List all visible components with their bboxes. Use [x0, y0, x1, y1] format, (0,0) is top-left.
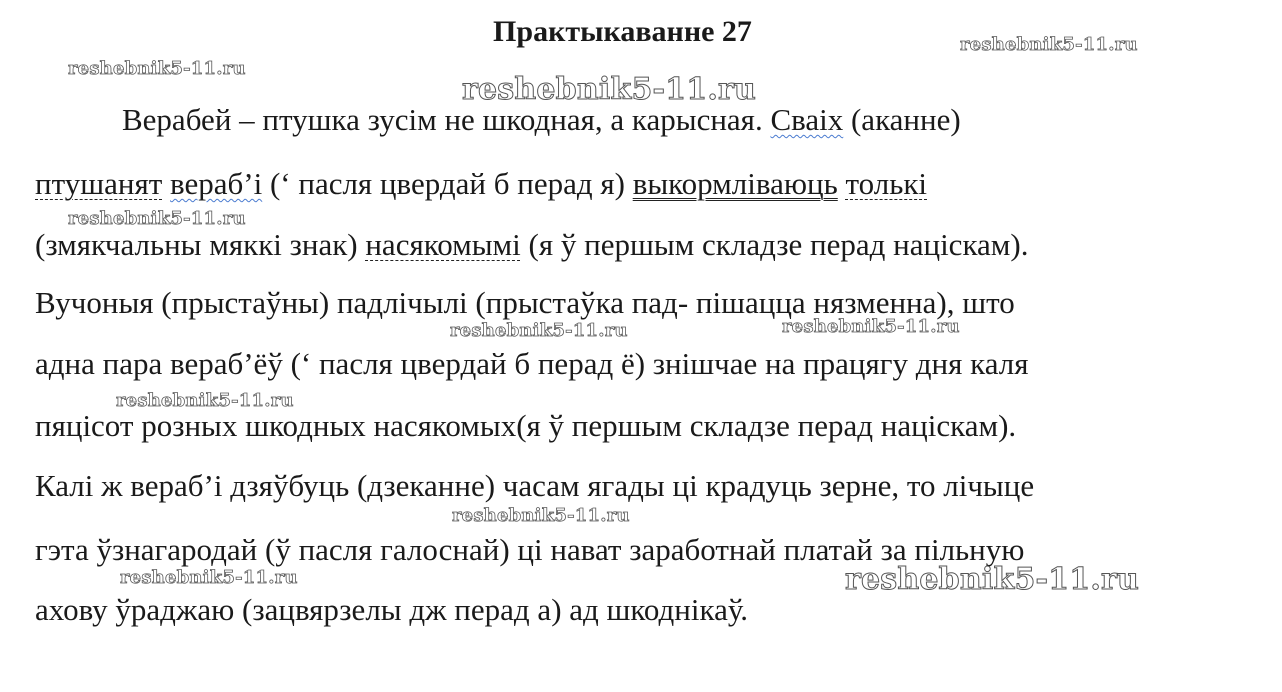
line-3-part-a: (змякчальны мяккі знак) — [35, 227, 366, 262]
line-1-part-c: (аканне) — [843, 102, 961, 137]
text-line-9: ахову ўраджаю (зацвярзелы дж перад а) ад шкоднікаў. — [35, 592, 748, 627]
text-line-3 — [35, 225, 1028, 265]
word-ptushaniat: птушанят — [35, 166, 163, 201]
text-line-5: адна пара вераб’ёў (‘ пасля цвердай б перад ё) знішчае на працягу дня каля — [35, 346, 1029, 381]
text-line-7: Калі ж вераб’і дзяўбуць (дзеканне) часам ягады ці крадуць зерне, то лічыце — [35, 468, 1035, 503]
word-tolki: толькі — [845, 166, 928, 201]
watermark-9: reshebnik5-11.ru — [120, 567, 298, 588]
text-line-8: гэта ўзнагародай (ў пасля галоснай) ці нават заработнай платай за пільную — [35, 532, 1025, 567]
watermark-3: reshebnik5-11.ru — [462, 72, 756, 107]
watermark-6: reshebnik5-11.ru — [782, 316, 960, 337]
line-2-space-2 — [838, 166, 846, 201]
watermark-5: reshebnik5-11.ru — [450, 320, 628, 341]
word-svaih: Сваіх — [770, 102, 844, 137]
watermark-10: reshebnik5-11.ru — [845, 562, 1139, 597]
text-line-6: пяцісот розных шкодных насякомых(я ў першым складзе перад націскам). — [35, 408, 1017, 443]
word-nasiakomymi: насякомымі — [365, 227, 521, 262]
line-2-space-1 — [162, 166, 170, 201]
line-1-part-a: Верабей – птушка зусім не шкодная, а карысная. — [122, 102, 771, 137]
watermark-7: reshebnik5-11.ru — [116, 390, 294, 411]
text-line-4: Вучоныя (прыстаўны) падлічылі (прыстаўка пад- пішацца нязменна), што — [35, 285, 1015, 320]
watermark-8: reshebnik5-11.ru — [452, 505, 630, 526]
line-3-part-c: (я ў першым складзе перад націскам). — [520, 227, 1029, 262]
word-verabi: вераб’і — [170, 166, 263, 201]
watermark-4: reshebnik5-11.ru — [68, 208, 246, 229]
text-line-2 — [35, 164, 927, 204]
word-vykormlivauts: выкормліваюць — [632, 166, 838, 201]
watermark-1: reshebnik5-11.ru — [68, 58, 246, 79]
watermark-2: reshebnik5-11.ru — [960, 34, 1138, 55]
exercise-title: Практыкаванне 27 — [493, 15, 752, 48]
line-2-part-d: (‘ пасля цвердай б перад я) — [262, 166, 633, 201]
